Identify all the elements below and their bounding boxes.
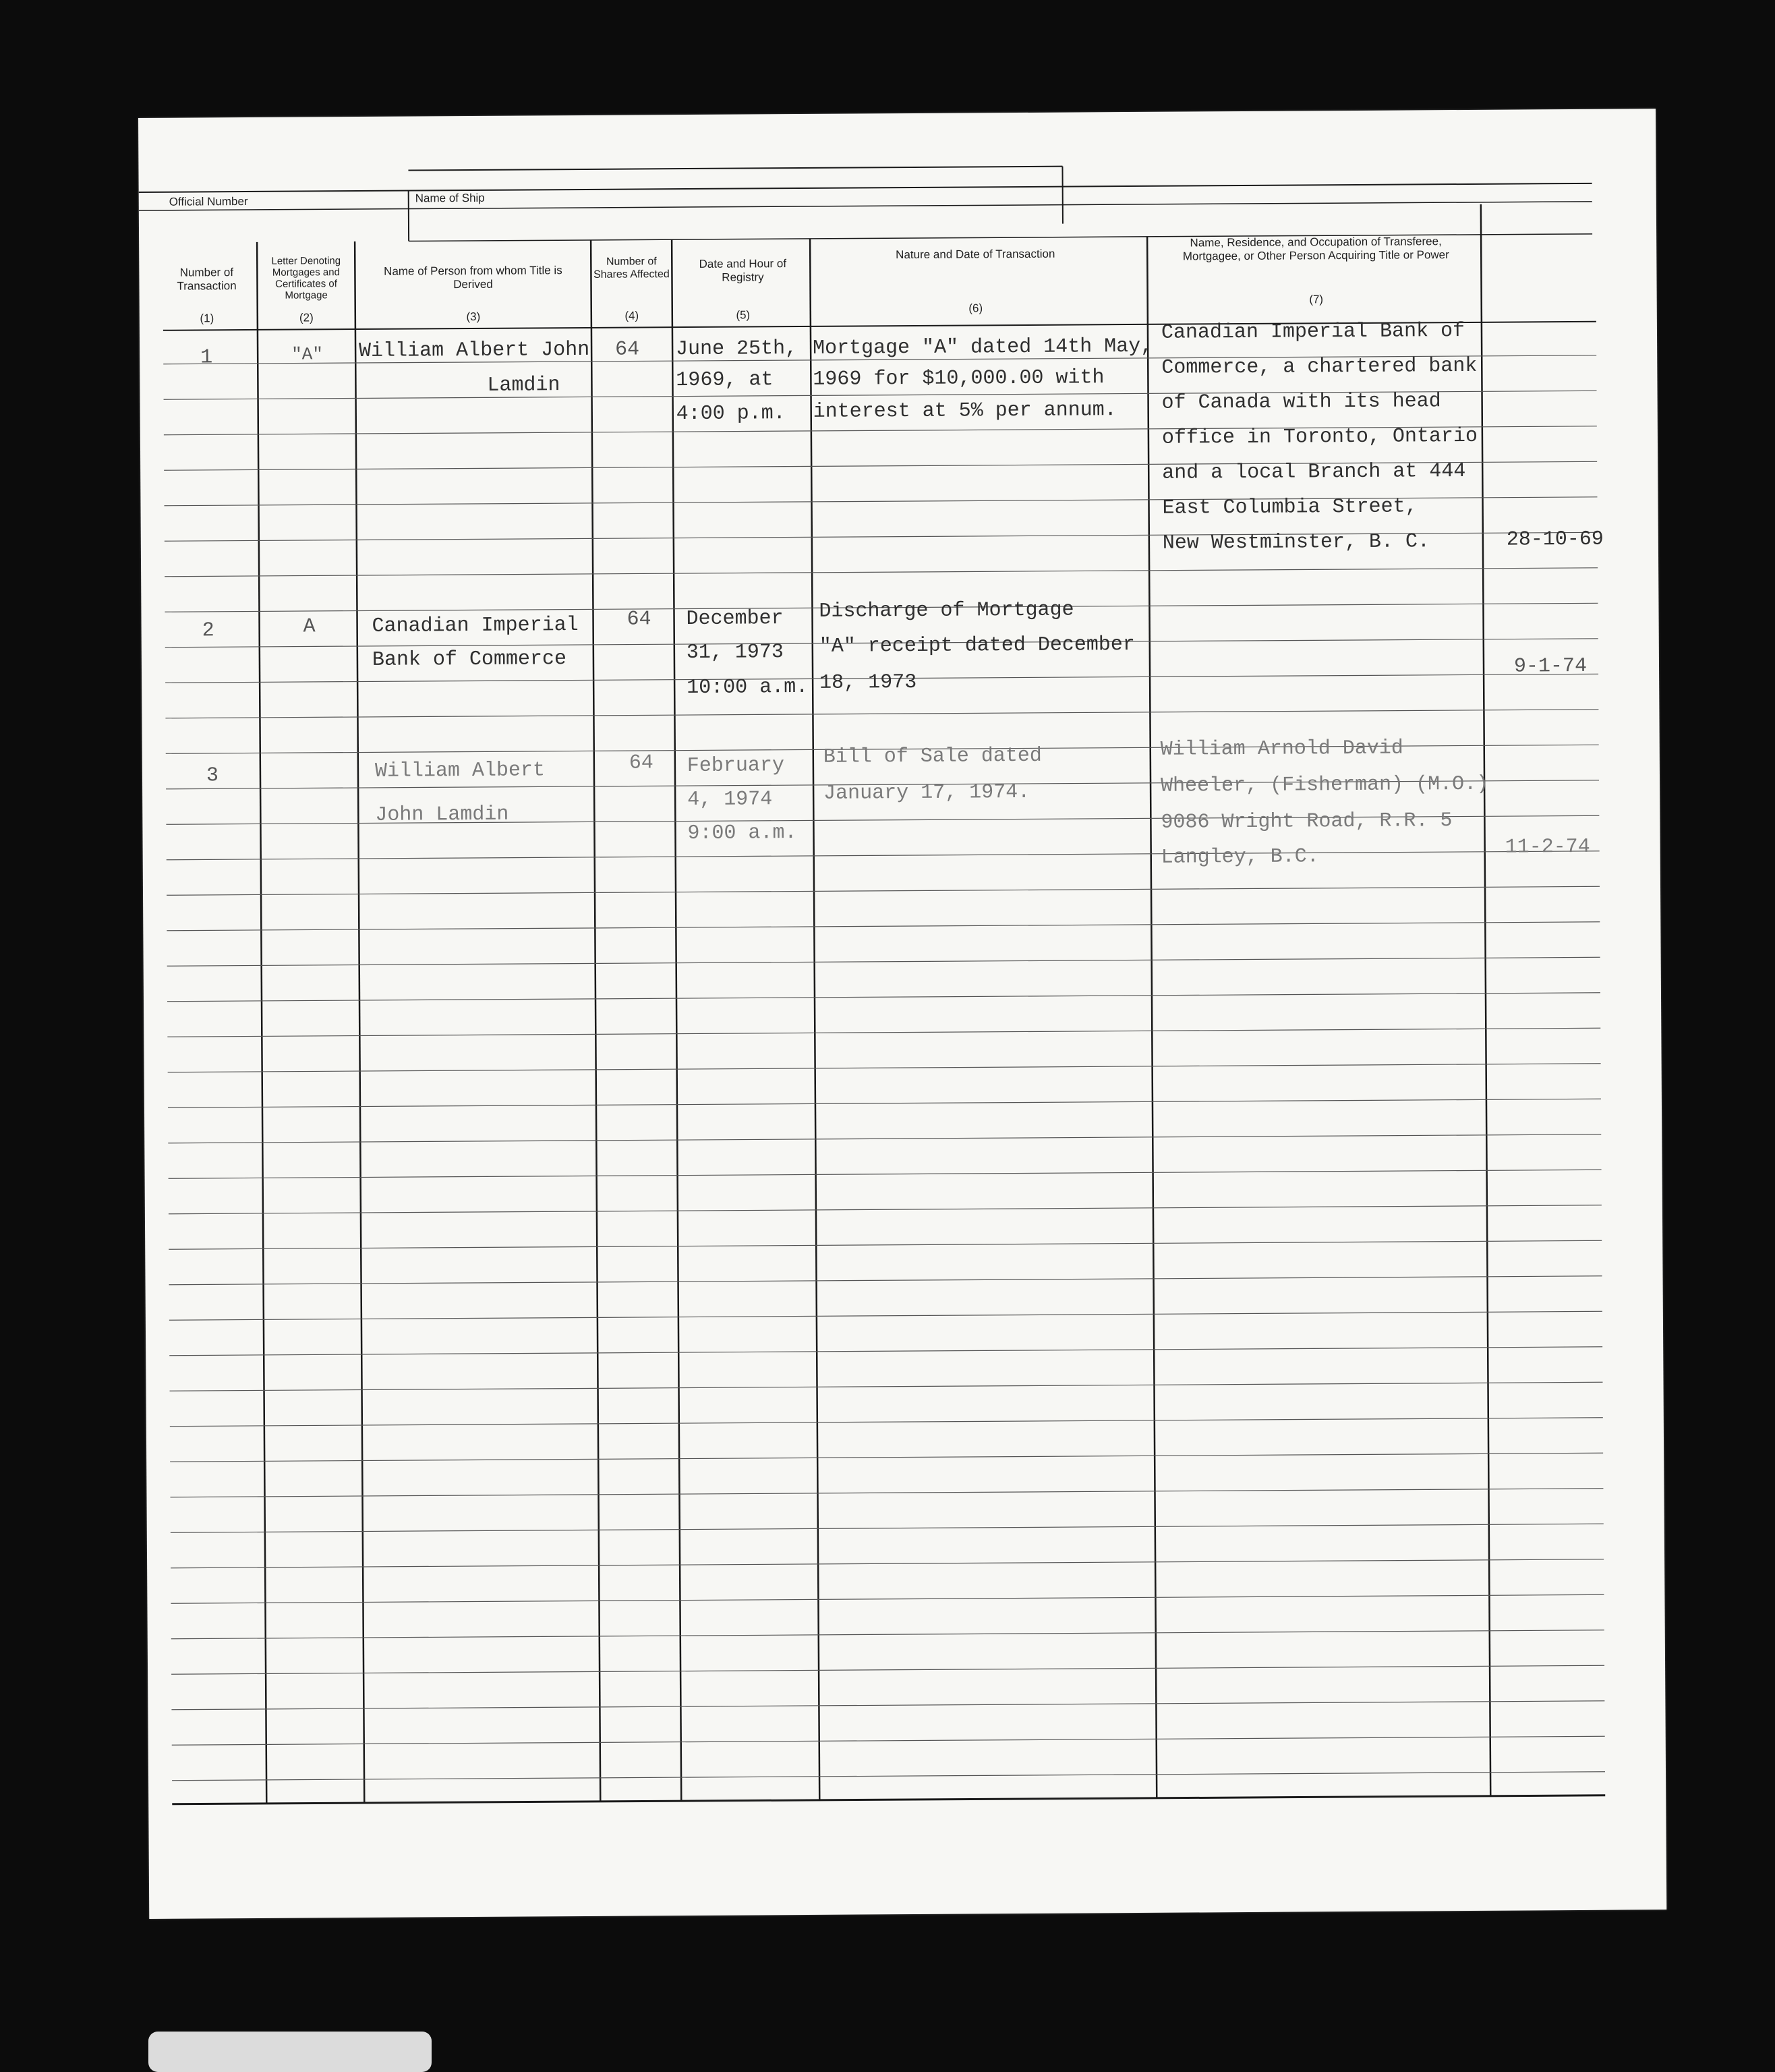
- entry-2-registry-line-3: 10:00 a.m.: [687, 670, 808, 706]
- entry-1-registry-line-1: June 25th,: [676, 331, 797, 367]
- col-5-number: (5): [686, 308, 801, 322]
- col-6-header: Nature and Date of Transaction: [888, 248, 1063, 262]
- entry-3-registry-line-1: February: [687, 748, 784, 784]
- entry-2-registry-line-2: 31, 1973: [687, 635, 784, 670]
- entry-2-date: 9-1-74: [1514, 649, 1587, 685]
- col-2-header: Letter Denoting Mortgages and Certificates of Mortgage: [260, 255, 351, 301]
- ruled-line: [169, 1347, 1602, 1356]
- entry-2-nature-line-2: "A" receipt dated December: [819, 627, 1135, 664]
- ruled-line: [167, 851, 1600, 860]
- entry-3-nature-line-2: January 17, 1974.: [823, 775, 1030, 811]
- ruled-line: [171, 1630, 1604, 1639]
- entry-3-transferee-line-4: Langley, B.C.: [1161, 839, 1319, 875]
- ruled-line: [171, 1701, 1604, 1710]
- entry-1-nature-line-1: Mortgage "A" dated 14th May,: [813, 329, 1153, 366]
- entry-3-nature-line-1: Bill of Sale dated: [823, 739, 1042, 775]
- col-5-header: Date and Hour of Registry: [685, 257, 800, 285]
- entry-3-registry-line-3: 9:00 a.m.: [687, 815, 796, 851]
- ruled-line: [170, 1489, 1603, 1497]
- col-3-header: Name of Person from whom Title is Derived: [372, 264, 574, 292]
- entry-1-transferee-line-1: Canadian Imperial Bank of: [1161, 314, 1465, 351]
- entry-2-from-line-2: Bank of Commerce: [372, 641, 566, 678]
- entry-1-transferee-line-7: New Westminster, B. C.: [1163, 524, 1430, 560]
- col-4-header: Number of Shares Affected: [592, 255, 670, 281]
- entry-1-from-line-1: William Albert John: [359, 333, 589, 369]
- entry-3-registry-line-2: 4, 1974: [687, 782, 772, 817]
- ruled-line: [170, 1382, 1603, 1391]
- ruled-line: [168, 1099, 1601, 1107]
- entry-1-registry-line-2: 1969, at: [676, 362, 773, 398]
- ruled-line: [167, 1028, 1600, 1037]
- entry-2-number: 2: [202, 613, 214, 648]
- entry-1-registry-line-3: 4:00 p.m.: [676, 396, 786, 432]
- entry-1-nature-line-2: 1969 for $10,000.00 with: [813, 360, 1104, 397]
- ruled-line: [167, 886, 1600, 895]
- col-2-number: (2): [261, 311, 352, 325]
- entry-1-transferee-line-6: East Columbia Street,: [1162, 489, 1417, 525]
- ruled-line: [169, 1205, 1602, 1214]
- entry-1-transferee-line-3: of Canada with its head: [1161, 384, 1441, 421]
- entry-3-transferee-line-1: William Arnold David: [1161, 731, 1403, 768]
- col-3-number: (3): [372, 310, 575, 324]
- entry-3-from-line-1: William Albert: [375, 753, 545, 789]
- ruled-line: [169, 1170, 1602, 1178]
- ruled-line: [172, 1772, 1605, 1781]
- entry-1-transferee-line-2: Commerce, a chartered bank: [1161, 349, 1477, 386]
- col-1-header: Number of Transaction: [159, 266, 254, 293]
- entry-2-from-line-1: Canadian Imperial: [372, 608, 578, 644]
- col-7-number: (7): [1178, 292, 1455, 308]
- ruled-line: [172, 1736, 1605, 1745]
- entry-1-nature-line-3: interest at 5% per annum.: [813, 393, 1117, 430]
- register-sheet: [138, 109, 1666, 1919]
- ruled-line: [165, 710, 1598, 718]
- entry-2-registry-line-1: December: [686, 601, 783, 637]
- col-4-number: (4): [593, 309, 671, 323]
- ruled-line: [168, 1064, 1601, 1072]
- ruled-line: [171, 1594, 1604, 1603]
- ruled-line: [169, 1240, 1602, 1249]
- entry-3-from-line-2: John Lamdin: [375, 797, 508, 833]
- ruled-line: [167, 993, 1600, 1002]
- entry-2-letter: A: [303, 609, 315, 644]
- entry-1-number: 1: [200, 340, 212, 375]
- entry-3-date: 11-2-74: [1505, 830, 1590, 865]
- ruled-line: [170, 1453, 1603, 1462]
- scan-edge-tab: [148, 2032, 432, 2072]
- entry-1-letter: "A": [291, 337, 323, 372]
- ruled-line: [167, 957, 1600, 966]
- entry-3-transferee-line-3: 9086 Wright Road, R.R. 5: [1161, 803, 1452, 840]
- ruled-line: [165, 568, 1598, 577]
- entry-1-date: 28-10-69: [1507, 522, 1604, 558]
- ruled-line: [171, 1524, 1604, 1532]
- entry-2-shares: 64: [627, 602, 651, 637]
- entry-3-number: 3: [206, 758, 219, 793]
- entry-2-nature-line-3: 18, 1973: [819, 665, 916, 701]
- ruled-line: [171, 1559, 1604, 1568]
- entry-3-shares: 64: [629, 745, 653, 780]
- col-1-number: (1): [160, 312, 254, 326]
- ruled-line: [169, 1311, 1602, 1320]
- entry-1-transferee-line-5: and a local Branch at 444: [1162, 454, 1465, 491]
- entry-1-from-line-2: Lamdin: [487, 368, 560, 403]
- col-6-number: (6): [888, 301, 1064, 316]
- official-number-label: Official Number: [169, 195, 248, 209]
- entry-2-nature-line-1: Discharge of Mortgage: [819, 593, 1074, 629]
- name-of-ship-label: Name of Ship: [415, 192, 485, 206]
- ruled-line: [168, 1134, 1601, 1143]
- ruled-line: [171, 1665, 1604, 1674]
- entry-3-transferee-line-2: Wheeler, (Fisherman) (M.O.): [1161, 767, 1488, 804]
- entry-1-transferee-line-4: office in Toronto, Ontario: [1162, 419, 1478, 456]
- ruled-line: [169, 1276, 1602, 1285]
- ruled-line: [167, 922, 1600, 931]
- entry-1-shares: 64: [615, 332, 639, 367]
- col-7-header: Name, Residence, and Occupation of Transferee, Mortgagee, or Other Person Acquiring Title or Power: [1177, 235, 1454, 264]
- ruled-line: [170, 1418, 1603, 1427]
